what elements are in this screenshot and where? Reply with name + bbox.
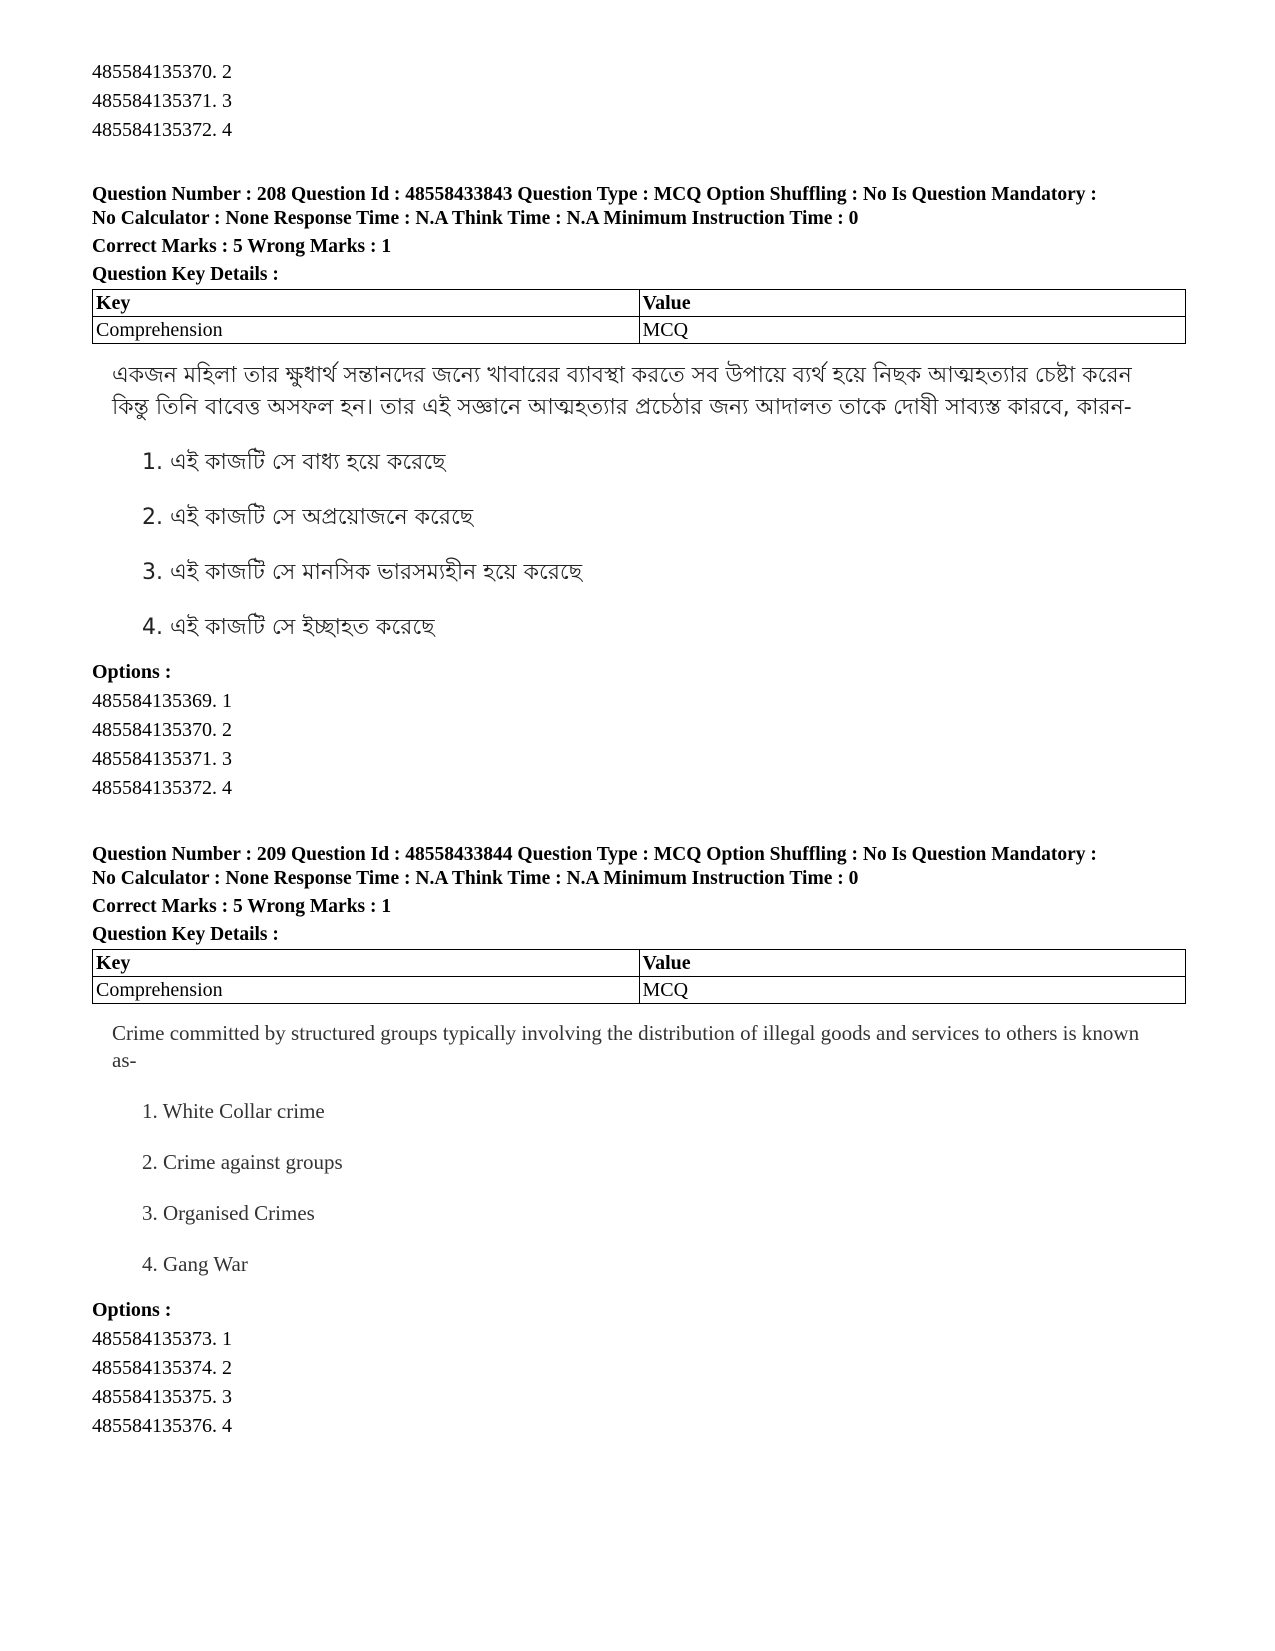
- question-choice: 4. Gang War: [142, 1252, 248, 1276]
- question-marks: Correct Marks : 5 Wrong Marks : 1: [92, 236, 392, 257]
- question-header-line1: Question Number : 209 Question Id : 48558433844 Question Type : MCQ Option Shuffling : No Is Question Mandatory :: [92, 844, 1097, 865]
- question-header-line1: Question Number : 208 Question Id : 48558433843 Question Type : MCQ Option Shuffling : No Is Question Mandatory :: [92, 184, 1097, 205]
- table-header-row: [93, 950, 1186, 977]
- table-cell-key: Comprehension: [93, 977, 640, 1004]
- table-header-value: Value: [639, 950, 1186, 977]
- question-choice: 3. Organised Crimes: [142, 1201, 315, 1225]
- question-key-details-label: Question Key Details :: [92, 264, 279, 285]
- options-label: Options :: [92, 1299, 172, 1321]
- option-line: 485584135369. 1: [92, 690, 232, 712]
- table-row: [93, 317, 1186, 344]
- question-choice: 3. এই কাজটি সে মানসিক ভারসম্যহীন হয়ে করেছে: [142, 560, 583, 585]
- question-key-table: [92, 289, 1186, 344]
- option-line: 485584135372. 4: [92, 119, 232, 141]
- option-line: 485584135371. 3: [92, 748, 232, 770]
- option-line: 485584135376. 4: [92, 1415, 232, 1437]
- option-line: 485584135371. 3: [92, 90, 232, 112]
- question-choice: 2. এই কাজটি সে অপ্রয়োজনে করেছে: [142, 505, 474, 530]
- question-image: [112, 1020, 1188, 1278]
- table-cell-value: MCQ: [639, 977, 1186, 1004]
- question-marks: Correct Marks : 5 Wrong Marks : 1: [92, 896, 392, 917]
- table-cell-key: Comprehension: [93, 317, 640, 344]
- table-row: [93, 977, 1186, 1004]
- question-choice: 2. Crime against groups: [142, 1150, 343, 1174]
- option-line: 485584135375. 3: [92, 1386, 232, 1408]
- table-header-key: Key: [93, 290, 640, 317]
- question-key-details-label: Question Key Details :: [92, 924, 279, 945]
- table-header-value: Value: [639, 290, 1186, 317]
- question-choice: 1. White Collar crime: [142, 1099, 325, 1123]
- question-choice: 4. এই কাজটি সে ইচ্ছাহত করেছে: [142, 615, 435, 640]
- question-key-table: [92, 949, 1186, 1004]
- option-line: 485584135370. 2: [92, 61, 232, 83]
- option-line: 485584135370. 2: [92, 719, 232, 741]
- question-stem: Crime committed by structured groups typically involving the distribution of illegal goods and services to others is known as-: [112, 1021, 1140, 1072]
- question-stem: একজন মহিলা তার ক্ষুধার্থ সন্তানদের জন্যে খাবারের ব্যাবস্থা করতে সব উপায়ে ব্যর্থ হয়ে নিছক আত্মহত্যার চেষ্টা করেন কিন্তু তিনি বাবেত্ত অসফল হন। তার এই সজ্ঞানে আত্মহত্যার প্রচেঠার জন্য আদালত তাকে দোষী সাব্যস্ত কারবে, কারন-: [112, 363, 1132, 420]
- table-header-key: Key: [93, 950, 640, 977]
- question-image: [112, 360, 1188, 644]
- question-208: [92, 183, 1188, 803]
- options-label: Options :: [92, 661, 172, 683]
- question-header-line2: No Calculator : None Response Time : N.A Think Time : N.A Minimum Instruction Time : 0: [92, 868, 859, 889]
- question-209: [92, 843, 1188, 1441]
- document-page: [92, 58, 1188, 1441]
- table-header-row: [93, 290, 1186, 317]
- question-choice: 1. এই কাজটি সে বাধ্য হয়ে করেছে: [142, 450, 446, 475]
- option-line: 485584135372. 4: [92, 777, 232, 799]
- question-header-line2: No Calculator : None Response Time : N.A Think Time : N.A Minimum Instruction Time : 0: [92, 208, 859, 229]
- option-line: 485584135374. 2: [92, 1357, 232, 1379]
- option-line: 485584135373. 1: [92, 1328, 232, 1350]
- table-cell-value: MCQ: [639, 317, 1186, 344]
- previous-options-list: [92, 58, 1188, 145]
